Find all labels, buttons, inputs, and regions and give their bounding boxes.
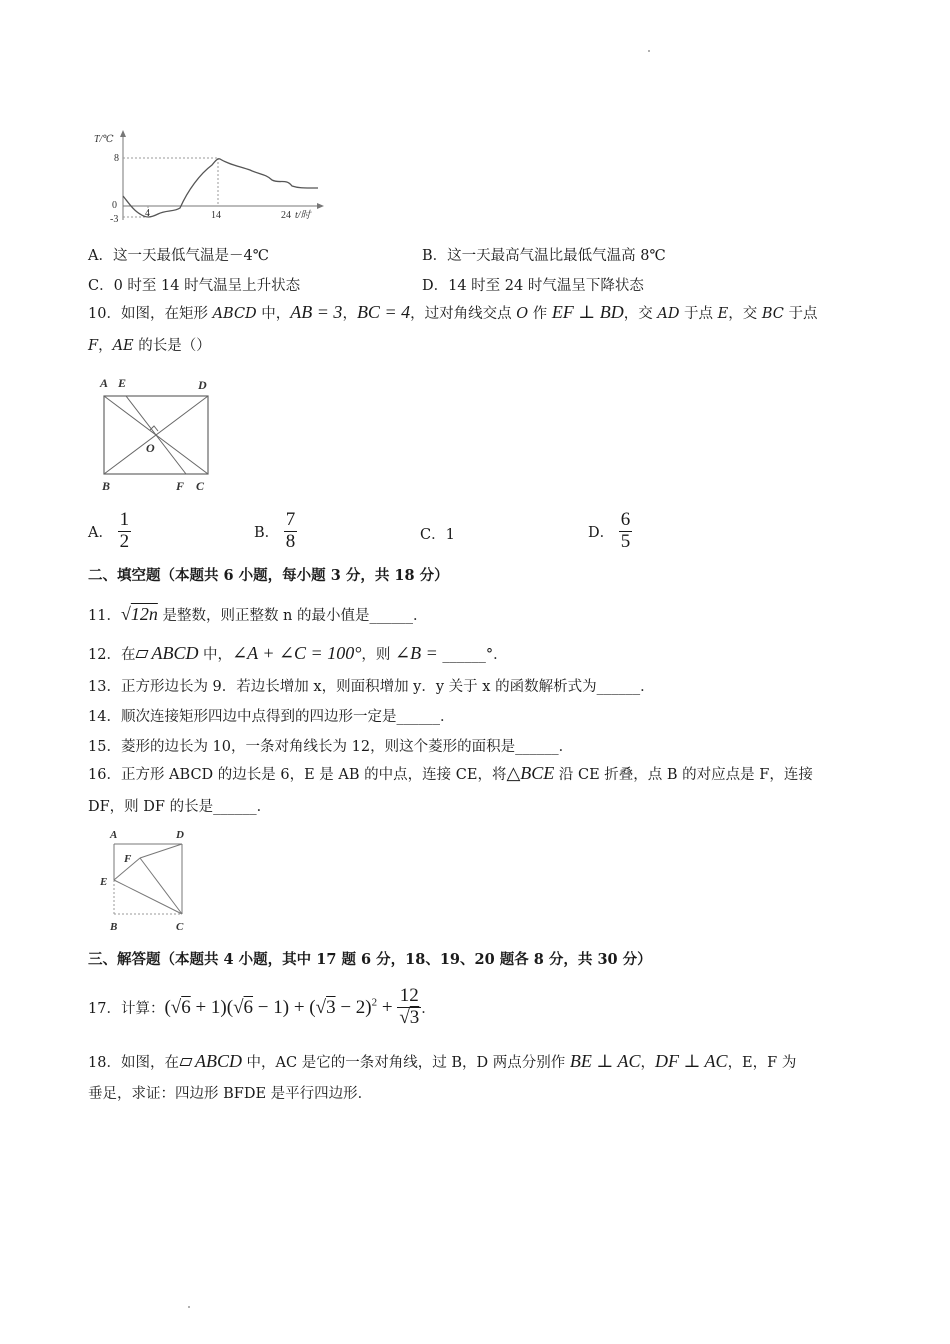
q16-line2: DF，则 DF 的长是______． [88,799,272,815]
fig10-label-c: C [196,479,205,493]
fig10-label-d: D [198,378,207,392]
graph-x-tick-4: 4 [145,208,150,219]
fig10-label-b: B [102,479,111,493]
section-2-heading: 二、填空题（本题共 6 小题，每小题 3 分，共 18 分） [88,567,449,584]
q9-option-d: D．14 时至 24 时气温呈下降状态 [422,278,644,294]
temperature-graph [88,130,328,230]
fig16-label-c: C [176,921,184,933]
graph-y-tick-minus3: -3 [110,214,119,225]
graph-y-tick-8: 8 [114,153,119,164]
decorative-dot [188,1306,190,1308]
q18-line2: 垂足，求证：四边形 BFDE 是平行四边形． [88,1086,373,1102]
graph-y-tick-0: 0 [112,200,117,211]
q15: 15．菱形的边长为 10，一条对角线长为 12，则这个菱形的面积是______． [88,739,574,755]
q9-option-a: A．这一天最低气温是－4℃ [88,248,269,264]
q17: 17．计算：$(√6 + 1)(√6 - 1) + (√3 - 2)^2$ + $\frac{12}{√3}$ ． [88,985,436,1028]
q14: 14．顺次连接矩形四边中点得到的四边形一定是______． [88,709,455,725]
square-fold-figure [96,824,206,936]
q12: 12．在 ABCD 中，∠A + ∠C = 100°，则 ∠B = ______°． [88,643,508,663]
q9-option-b: B．这一天最高气温比最低气温高 8℃ [422,248,666,264]
q10-stem-line1: 10．如图，在矩形 ABCD 中，AB = 3，BC = 4，过对角线交点 O 作 EF ⊥ BD，交 AD 于点 E，交 BC 于点 [88,302,818,322]
fig10-label-o: O [146,441,155,455]
graph-y-axis-label: T/℃ [94,134,114,145]
fig16-label-e: E [100,876,108,888]
graph-x-axis-label: t/时 [295,210,311,221]
q10-option-d: D． $\frac{6}{5}$ [588,509,631,552]
q10-option-a: A． $\frac{1}{2}$ [88,509,130,552]
fig10-label-f: F [176,479,185,493]
fig16-label-d: D [176,829,184,841]
parallelogram-symbol [136,650,149,658]
fig16-label-f: F [124,853,132,865]
q13: 13．正方形边长为 9．若边长增加 x，则面积增加 y．y 关于 x 的函数解析式为______． [88,679,655,695]
q11: 11．√12n 是整数，则正整数 n 的最小值是______． [88,604,428,624]
q9-option-c: C．0 时至 14 时气温呈上升状态 [88,278,301,294]
q10-option-b: B． $\frac{7}{8}$ [254,509,296,552]
parallelogram-symbol [179,1058,192,1066]
fig16-label-a: A [110,829,118,841]
q18-line1: 18．如图，在 ABCD 中，AC 是它的一条对角线，过 B，D 两点分别作 BE ⊥ AC，DF ⊥ AC，E，F 为 [88,1051,797,1071]
graph-x-tick-14: 14 [211,210,221,221]
q10-stem-line2: F，AE 的长是（） [88,338,211,354]
fig10-label-e: E [118,376,127,390]
decorative-dot [648,50,650,52]
q10-option-c: C．1 [420,527,455,543]
graph-x-tick-24: 24 [281,210,291,221]
rectangle-figure [96,374,226,494]
q16-line1: 16．正方形 ABCD 的边长是 6，E 是 AB 的中点，连接 CE，将△BCE 沿 CE 折叠，点 B 的对应点是 F，连接 [88,763,813,783]
section-3-heading: 三、解答题（本题共 4 小题，其中 17 题 6 分，18、19、20 题各 8 分，共 30 分） [88,951,652,968]
fig10-label-a: A [100,376,109,390]
fig16-label-b: B [110,921,118,933]
